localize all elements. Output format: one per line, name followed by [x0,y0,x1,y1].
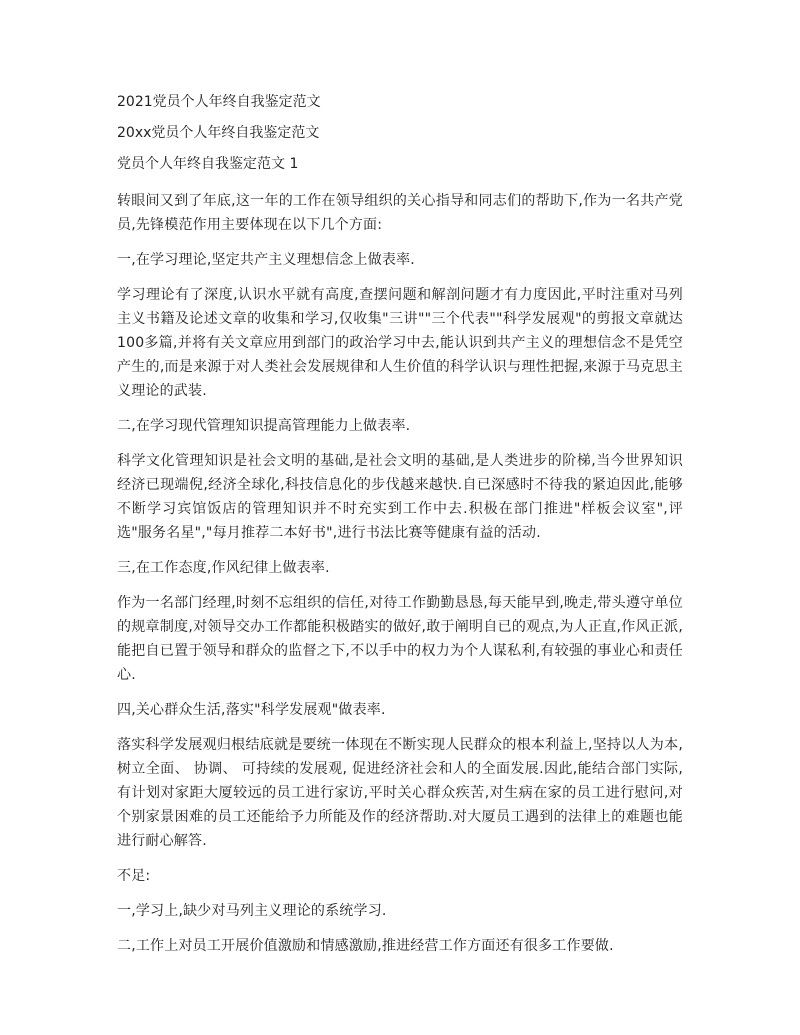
document-title: 2021党员个人年终自我鉴定范文 [117,94,321,110]
point-paragraph-2: 科学文化管理知识是社会文明的基础,是社会文明的基础,是人类进步的阶梯,当今世界知识经济已现端倪,经济全球化,科技信息化的步伐越来越快.自已深感时不待我的紧迫因此,能够不断学习宾馆饭店的管理知识并不时充实到工作中去.积极在部门推进"样板会议室",评选"服务名星","每月推荐二本好书",进行书法比赛等健康有益的活动. [117,453,683,541]
shortcoming-item-2: 二,工作上对员工开展价值激励和情感激励,推进经营工作方面还有很多工作要做. [117,938,614,954]
point-paragraph-1: 学习理论有了深度,认识水平就有高度,查摆问题和解剖问题才有力度因此,平时注重对马列主义书籍及论述文章的收集和学习,仅收集"三讲""三个代表""科学发展观"的剪报文章就达100多篇,并将有关文章应用到部门的政治学习中去,能认识到共产主义的理想信念不是凭空产生的,而是来源于对人类社会发展规律和人生价值的科学认识与理性把握,来源于马克思主义理论的武装. [117,287,683,399]
shortcoming-item-1: 一,学习上,缺少对马列主义理论的系统学习. [117,903,387,919]
intro-paragraph: 转眼间又到了年底,这一年的工作在领导组织的关心指导和同志们的帮助下,作为一名共产党员,先锋模范作用主要体现在以下几个方面: [117,193,683,233]
point-heading-1: 一,在学习理论,坚定共产主义理想信念上做表率. [117,252,415,268]
shortcomings-heading: 不足: [117,868,151,884]
point-heading-3: 三,在工作态度,作风纪律上做表率. [117,560,330,576]
point-heading-4: 四,关心群众生活,落实"科学发展观"做表率. [117,702,386,718]
document-body [117,92,683,958]
document-subtitle: 20xx党员个人年终自我鉴定范文 [117,125,320,141]
point-paragraph-4: 落实科学发展观归根结底就是要统一体现在不断实现人民群众的根本利益上,坚持以人为本, 树立全面、 协调、 可持续的发展观, 促进经济社会和人的全面发展.因此,能结合部门实际,有计划对家距大厦较远的员工进行家访,平时关心群众疾苦,对生病在家的员工进行慰问,对个别家景困难的员工还能给予力所能及作的经济帮助.对大厦员工遇到的法律上的难题也能进行耐心解答. [117,737,683,849]
point-paragraph-3: 作为一名部门经理,时刻不忘组织的信任,对待工作勤勤恳恳,每天能早到,晚走,带头遵守单位的规章制度,对领导交办工作都能积极踏实的做好,敢于阐明自已的观点,为人正直,作风正派,能把自已置于领导和群众的监督之下,不以手中的权力为个人谋私利,有较强的事业心和责任心. [117,595,683,683]
point-heading-2: 二,在学习现代管理知识提高管理能力上做表率. [117,418,411,434]
section-heading: 党员个人年终自我鉴定范文 1 [117,156,299,172]
